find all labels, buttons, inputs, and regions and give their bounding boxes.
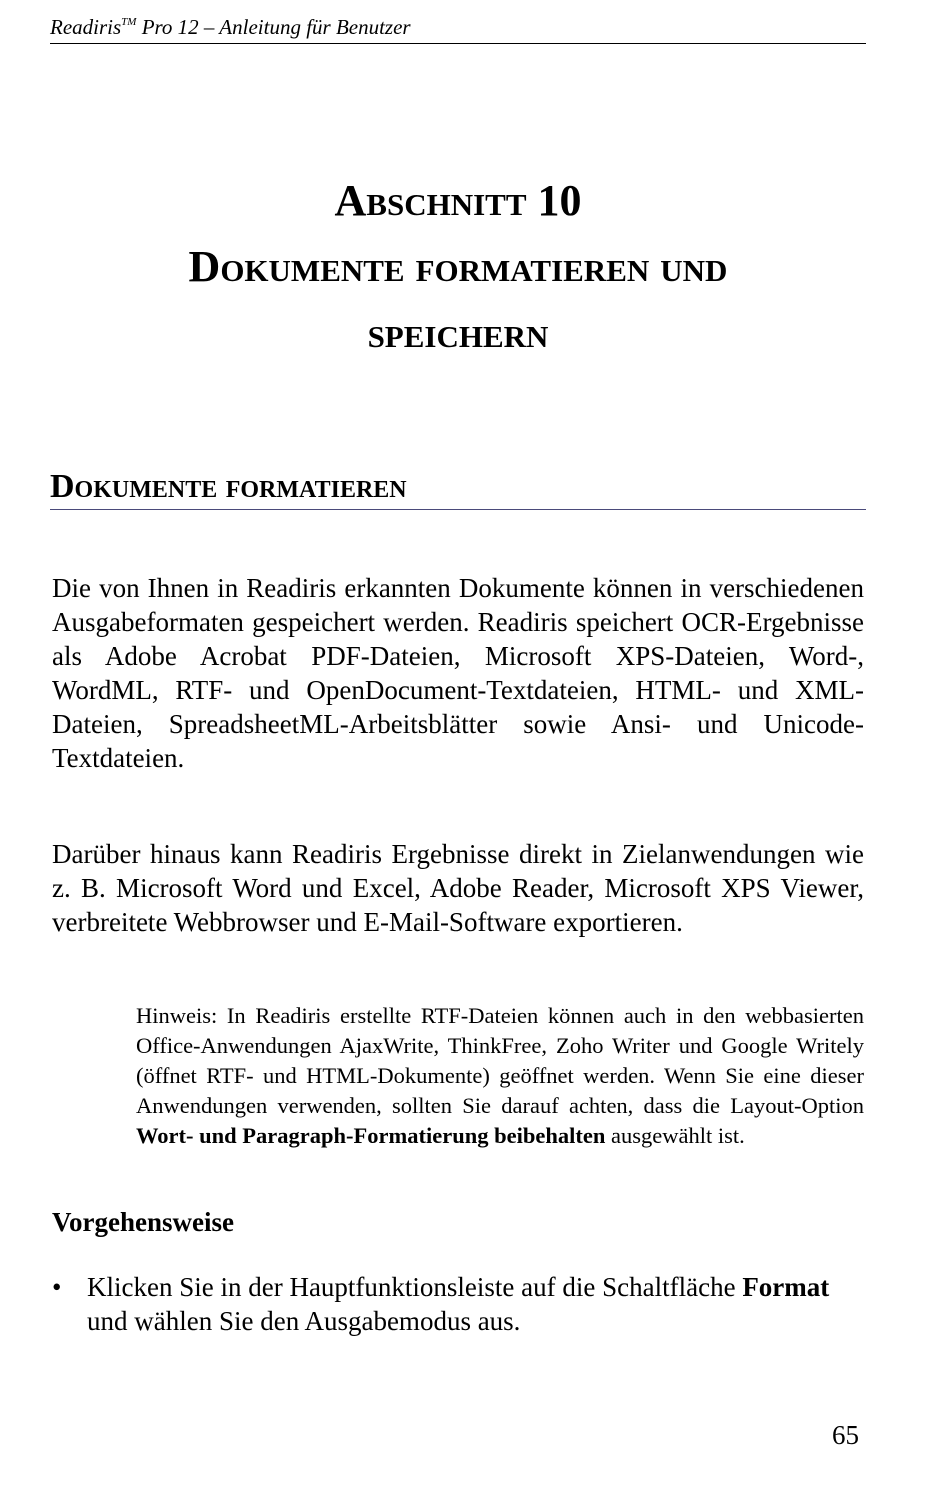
trademark-mark: TM: [121, 16, 137, 28]
note-option-name: Wort- und Paragraph-Formatierung beibehalten: [136, 1123, 606, 1148]
note-text-end: ausgewählt ist.: [605, 1123, 745, 1148]
note-paragraph: [136, 1001, 864, 1151]
bullet-icon: •: [52, 1272, 62, 1302]
list-item: [52, 1270, 864, 1338]
section-heading: Dokumente formatieren: [50, 466, 866, 510]
body-paragraph-1: Die von Ihnen in Readiris erkannten Dokumente können in verschiedenen Ausgabeformaten gespeichert werden. Readiris speichert OCR-Ergebnisse als Adobe Acrobat PDF-Dateien, Microsoft XPS-Dateien, Word-, WordML, RTF- und OpenDocument-Textdateien, HTML- und XML-Dateien, SpreadsheetML-Arbeitsblätter sowie Ansi- und Unicode-Textdateien.: [52, 573, 864, 773]
list-item-text-start: Klicken Sie in der Hauptfunktionsleiste auf die Schaltfläche: [87, 1272, 743, 1302]
header-brand: Readiris: [50, 15, 122, 39]
running-header: [50, 8, 866, 44]
page-number: 65: [832, 1420, 859, 1450]
note-text: Hinweis: In Readiris erstellte RTF-Dateien können auch in den webbasierten Office-Anwendungen AjaxWrite, ThinkFree, Zoho Writer und Google Writely (öffnet RTF- und HTML-Dokumente) geöffnet werden. Wenn Sie eine dieser Anwendungen verwenden, sollten Sie darauf achten, dass die Layout-Option: [136, 1003, 864, 1118]
procedure-heading: Vorgehensweise: [52, 1207, 234, 1237]
list-item-text-end: und wählen Sie den Ausgabemodus aus.: [87, 1306, 521, 1336]
chapter-title-line-3: speichern: [367, 308, 549, 357]
chapter-title: [50, 168, 866, 366]
body-paragraph-2: Darüber hinaus kann Readiris Ergebnisse direkt in Zielanwendungen wie z. B. Microsoft Word und Excel, Adobe Reader, Microsoft XPS Viewer, verbreitete Webbrowser und E-Mail-Software exportieren.: [52, 839, 864, 937]
format-button-reference: Format: [742, 1272, 830, 1302]
list-item-text: [87, 1270, 864, 1338]
header-title: Pro 12 – Anleitung für Benutzer: [136, 15, 411, 39]
chapter-title-line-2: Dokumente formatieren und: [188, 242, 728, 291]
chapter-title-line-1: Abschnitt 10: [334, 176, 582, 225]
